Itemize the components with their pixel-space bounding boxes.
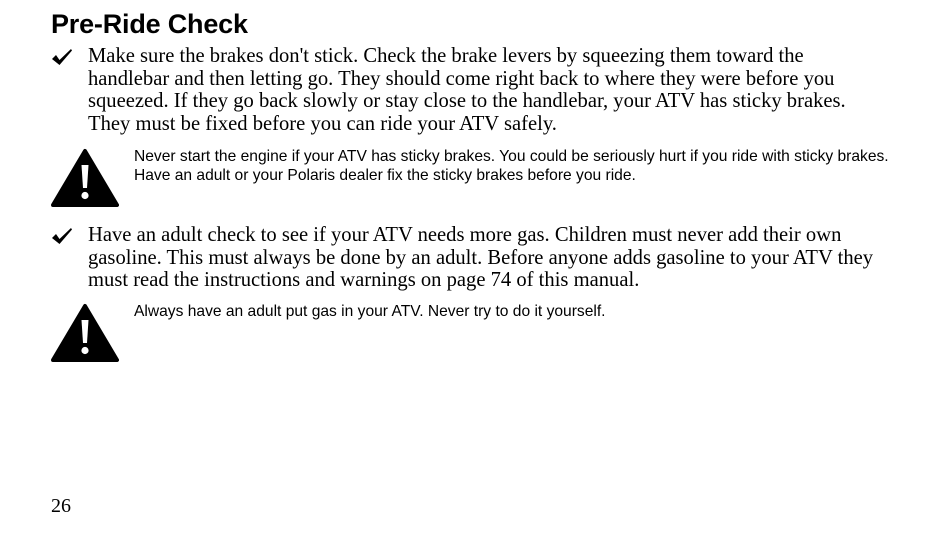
checklist-item	[51, 45, 891, 137]
warning-block	[51, 148, 891, 214]
checklist-item	[51, 224, 891, 294]
checkmark-icon	[51, 227, 73, 245]
page-number: 26	[51, 495, 71, 517]
checklist-item-text: Make sure the brakes don't stick. Check the brake levers by squeezing them toward the handlebar and then letting go. They should come right back to where they were before you squeezed. If they go back slowly or stay close to the handlebar, your ATV has sticky brakes. They must be fixed before you can ride your ATV safely.	[88, 45, 846, 135]
warning-block	[51, 303, 891, 369]
warning-text: Never start the engine if your ATV has sticky brakes. You could be seriously hurt if you ride with sticky brakes. Have an adult or your Polaris dealer fix the sticky brakes before you ride.	[134, 148, 889, 184]
warning-text: Always have an adult put gas in your ATV. Never try to do it yourself.	[134, 303, 606, 320]
checklist-item-text: Have an adult check to see if your ATV needs more gas. Children must never add their own gasoline. This must always be done by an adult. Before anyone adds gasoline to your ATV they must read the instructions and warnings on page 74 of this manual.	[88, 224, 874, 291]
checkmark-icon	[51, 48, 73, 66]
warning-triangle-icon	[51, 303, 119, 363]
warning-triangle-icon	[51, 148, 119, 208]
page-title: Pre-Ride Check	[51, 9, 248, 39]
